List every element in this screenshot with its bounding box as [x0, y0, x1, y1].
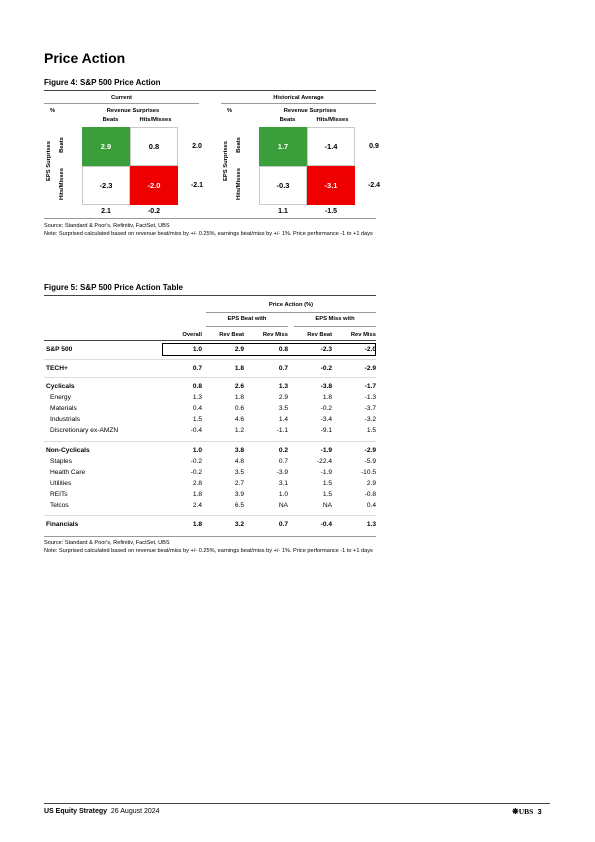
- table-cell: -3.4: [320, 416, 332, 423]
- row-beats-label: Beats: [236, 137, 242, 153]
- table-cell: 0.2: [278, 447, 288, 454]
- table-cell: 0.8: [278, 346, 288, 353]
- cell-hits-beats: -0.3: [259, 166, 307, 205]
- table-cell: 0.6: [234, 405, 244, 412]
- ubs-keys-icon: ❋: [512, 807, 519, 816]
- table-cell: -2.3: [320, 346, 332, 353]
- revenue-surprises-label: Revenue Surprises: [283, 108, 337, 114]
- row-separator: [44, 377, 376, 378]
- table-cell: 1.0: [278, 491, 288, 498]
- footer-rule: [44, 803, 550, 804]
- table-cell: -1.9: [320, 447, 332, 454]
- cell-hits-hits: -2.0: [130, 166, 178, 205]
- panel-header: Current: [111, 95, 132, 101]
- table-cell: 1.5: [322, 480, 332, 487]
- col-hits-label: Hits/Misses: [139, 117, 172, 123]
- col-avg-hits: -0.2: [147, 208, 161, 215]
- eps-miss-header: EPS Miss with: [315, 316, 355, 322]
- eps-surprises-label: EPS Surprises: [223, 141, 229, 181]
- table-cell: -3.8: [320, 383, 332, 390]
- table-cell: 1.5: [322, 491, 332, 498]
- footer-logo: UBS: [518, 807, 534, 816]
- table-cell: 2.6: [234, 383, 244, 390]
- col-beats-label: Beats: [102, 117, 119, 123]
- cell-beats-beats: 2.9: [82, 127, 130, 166]
- table-row-label: Discretionary ex-AMZN: [50, 427, 119, 434]
- table-cell: -0.8: [364, 491, 376, 498]
- row-separator: [44, 441, 376, 442]
- column-header: Rev Miss: [350, 332, 376, 338]
- table-cell: 1.8: [192, 521, 202, 528]
- figure-4-top-rule: [44, 90, 376, 91]
- col-avg-beats: 2.1: [101, 208, 111, 215]
- table-cell: 3.9: [234, 491, 244, 498]
- table-cell: -5.9: [364, 458, 376, 465]
- page-number: 3: [537, 807, 542, 816]
- figure-5-source: Source: Standard & Poor's, Refinitiv, FactSet, UBS: [44, 540, 170, 546]
- table-cell: 1.3: [192, 394, 202, 401]
- table-row-label: Staples: [50, 458, 72, 465]
- row-separator: [44, 515, 376, 516]
- table-cell: 6.5: [234, 502, 244, 509]
- table-cell: -3.2: [364, 416, 376, 423]
- table-cell: -0.4: [320, 521, 332, 528]
- footer-date: 26 August 2024: [110, 808, 160, 815]
- table-cell: -9.1: [320, 427, 332, 434]
- col-hits-label: Hits/Misses: [316, 117, 349, 123]
- table-cell: 3.8: [234, 447, 244, 454]
- table-cell: 0.8: [192, 383, 202, 390]
- table-cell: 1.8: [192, 491, 202, 498]
- row-separator: [44, 359, 376, 360]
- table-cell: 1.8: [322, 394, 332, 401]
- column-header: Rev Beat: [219, 332, 244, 338]
- price-action-rule: [206, 312, 376, 313]
- table-cell: -2.9: [364, 447, 376, 454]
- row-avg-hits: -2.4: [367, 182, 381, 189]
- row-avg-beats: 2.0: [192, 143, 202, 150]
- table-cell: 1.8: [234, 365, 244, 372]
- cell-beats-beats: 1.7: [259, 127, 307, 166]
- cell-beats-hits: -1.4: [307, 127, 355, 166]
- table-row-label: Industrials: [50, 416, 81, 423]
- table-cell: 2.4: [192, 502, 202, 509]
- footer-text: [44, 808, 160, 815]
- table-cell: -0.4: [190, 427, 202, 434]
- table-cell: -0.2: [190, 469, 202, 476]
- table-cell: 1.2: [234, 427, 244, 434]
- table-cell: -0.2: [320, 405, 332, 412]
- footer-publication: US Equity Strategy: [44, 808, 108, 815]
- panel-header-rule: [44, 103, 199, 104]
- row-avg-hits: -2.1: [190, 182, 204, 189]
- table-cell: -1.9: [320, 469, 332, 476]
- table-row-label: Health Care: [50, 469, 86, 476]
- table-cell: -1.1: [276, 427, 288, 434]
- table-cell: -22.4: [316, 458, 332, 465]
- table-cell: 1.8: [234, 394, 244, 401]
- col-avg-hits: -1.5: [324, 208, 338, 215]
- table-cell: NA: [278, 502, 288, 509]
- table-cell: 1.4: [278, 416, 288, 423]
- figure-5-title: Figure 5: S&P 500 Price Action Table: [44, 283, 184, 292]
- row-hits-label: Hits/Misses: [236, 168, 242, 200]
- table-cell: 0.7: [278, 365, 288, 372]
- table-header-rule: [44, 340, 376, 341]
- table-cell: 3.5: [234, 469, 244, 476]
- table-cell: -3.9: [276, 469, 288, 476]
- figure-4-source: Source: Standard & Poor's, Refinitiv, FactSet, UBS: [44, 223, 170, 229]
- table-cell: 1.3: [278, 383, 288, 390]
- table-cell: 0.7: [278, 521, 288, 528]
- table-cell: 1.5: [366, 427, 376, 434]
- table-cell: 3.2: [234, 521, 244, 528]
- cell-hits-beats: -2.3: [82, 166, 130, 205]
- table-row-label: Energy: [50, 394, 71, 401]
- row-beats-label: Beats: [59, 137, 65, 153]
- table-cell: 1.0: [192, 346, 202, 353]
- table-cell: 3.1: [278, 480, 288, 487]
- table-cell: -1.7: [364, 383, 376, 390]
- table-cell: 0.7: [278, 458, 288, 465]
- row-hits-label: Hits/Misses: [59, 168, 65, 200]
- panel-unit: %: [50, 108, 56, 114]
- panel-header-rule: [221, 103, 376, 104]
- table-cell: -1.3: [364, 394, 376, 401]
- cell-beats-hits: 0.8: [130, 127, 178, 166]
- col-avg-beats: 1.1: [278, 208, 288, 215]
- figure-5-note: Note: Surprised calculated based on revenue beat/miss by +/- 0.25%, earnings beat/miss by +/- 1%. Price performance -1 to +1 days: [44, 548, 373, 554]
- column-header: Rev Beat: [307, 332, 332, 338]
- table-cell: -0.2: [320, 365, 332, 372]
- column-header: Rev Miss: [262, 332, 288, 338]
- table-row-label: REITs: [50, 491, 68, 498]
- table-cell: 2.9: [366, 480, 376, 487]
- eps-beat-rule: [206, 326, 288, 327]
- table-cell: 1.5: [192, 416, 202, 423]
- table-row-label: TECH+: [46, 365, 68, 372]
- column-header: Overall: [182, 332, 202, 338]
- figure-4-bottom-rule: [44, 218, 376, 219]
- table-cell: 2.8: [192, 480, 202, 487]
- table-row-label: S&P 500: [46, 346, 73, 353]
- eps-surprises-label: EPS Surprises: [46, 141, 52, 181]
- table-cell: -10.5: [360, 469, 376, 476]
- table-cell: 1.0: [192, 447, 202, 454]
- table-cell: -2.0: [364, 346, 376, 353]
- table-cell: 2.7: [234, 480, 244, 487]
- table-cell: NA: [322, 502, 332, 509]
- table-row-label: Financials: [46, 521, 79, 528]
- table-cell: -3.7: [364, 405, 376, 412]
- figure-5-top-rule: [44, 295, 376, 296]
- table-cell: 4.6: [234, 416, 244, 423]
- table-cell: 2.9: [278, 394, 288, 401]
- figure-5-bottom-rule: [44, 536, 376, 537]
- footer-logo-page: [512, 807, 542, 816]
- table-row-label: Telcos: [50, 502, 69, 509]
- table-cell: -0.2: [190, 458, 202, 465]
- panel-header: Historical Average: [273, 95, 324, 101]
- highlight-box: [162, 343, 376, 356]
- price-action-header: Price Action (%): [268, 302, 314, 308]
- table-cell: 0.7: [192, 365, 202, 372]
- table-cell: 1.3: [366, 521, 376, 528]
- revenue-surprises-label: Revenue Surprises: [106, 108, 160, 114]
- table-cell: 0.4: [192, 405, 202, 412]
- table-row-label: Non-Cyclicals: [46, 447, 90, 454]
- table-row-label: Utilities: [50, 480, 72, 487]
- figure-4-title: Figure 4: S&P 500 Price Action: [44, 78, 161, 87]
- page-heading: Price Action: [44, 50, 126, 66]
- row-avg-beats: 0.9: [369, 143, 379, 150]
- table-cell: -2.9: [364, 365, 376, 372]
- table-row-label: Materials: [50, 405, 77, 412]
- figure-4-note: Note: Surprised calculated based on revenue beat/miss by +/- 0.25%, earnings beat/miss by +/- 1%. Price performance -1 to +1 days: [44, 231, 373, 237]
- cell-hits-hits: -3.1: [307, 166, 355, 205]
- eps-miss-rule: [294, 326, 376, 327]
- table-cell: 3.5: [278, 405, 288, 412]
- table-cell: 0.4: [366, 502, 376, 509]
- col-beats-label: Beats: [279, 117, 296, 123]
- table-cell: 2.9: [234, 346, 244, 353]
- panel-unit: %: [227, 108, 233, 114]
- table-cell: 4.8: [234, 458, 244, 465]
- eps-beat-header: EPS Beat with: [227, 316, 267, 322]
- table-row-label: Cyclicals: [46, 383, 75, 390]
